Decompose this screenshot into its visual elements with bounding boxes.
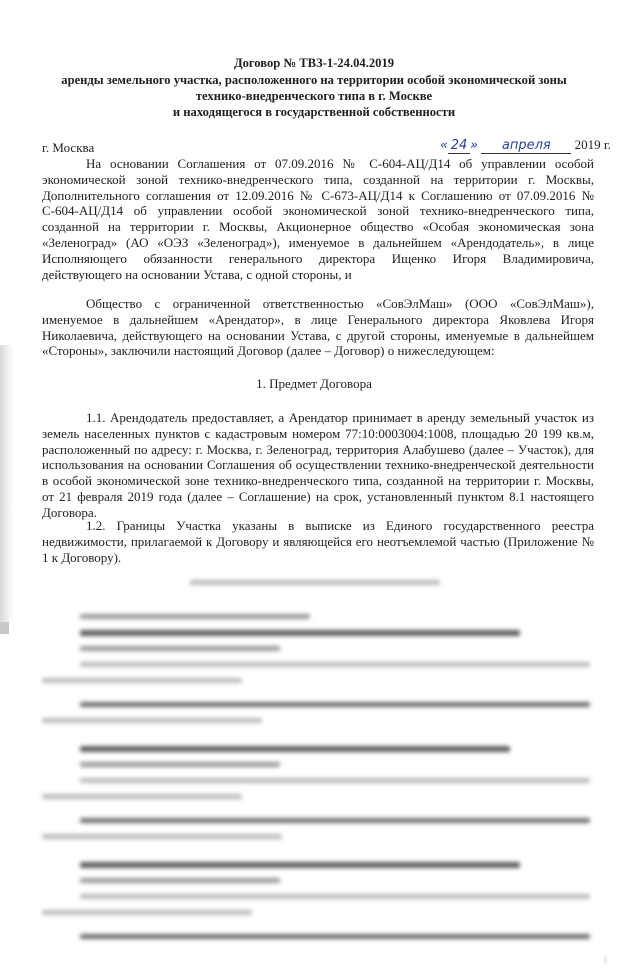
date-day-handwritten: 24 — [448, 138, 470, 154]
contract-city: г. Москва — [42, 140, 95, 155]
blurred-line — [80, 614, 310, 619]
section-heading: 1. Предмет Договора — [256, 376, 372, 391]
preamble-paragraph: Общество с ограниченной ответственностью «СовЭлМаш» (ООО «СовЭлМаш»), именуемое в дальнейшем «Арендатор», в лице Генерального директора Яковлева Игоря Николаевича, действующего на основании Устава, с другой стороны, именуемые в дальнейшем «Стороны», заключили настоящий Договор (далее – Договор) о нижеследующем: — [42, 296, 594, 359]
page-number: 1 — [603, 955, 608, 965]
blurred-line — [80, 894, 590, 899]
quote-open: « — [440, 138, 449, 153]
blurred-text-region — [0, 560, 628, 980]
blurred-line — [190, 580, 440, 585]
contract-number-title: Договор № ТВЗ-1-24.04.2019 — [233, 56, 395, 70]
preamble-paragraph: На основании Соглашения от 07.09.2016 № С-604-АЦ/Д14 об управлении особой экономической зоной технико-внедренческого типа, созданной на территории г. Москвы, Дополнительного соглашения от 12.09.2016 № С-673-АЦ/Д14 к Соглашению от 07.09.2016 № С-604-АЦ/Д14 об управлении особой экономической зоной технико-внедренческого типа, созданной на территории г. Москвы, Акционерное общество «Особая экономическая зона «Зеленоград» (АО «ОЭЗ «Зеленоград»), именуемое в дальнейшем «Арендодатель», в лице Исполняющего обязанности генерального директора Ищенко Игоря Владимировича, действующего на основании Устава, с одной стороны, и — [42, 156, 594, 282]
blurred-line — [80, 630, 520, 636]
blurred-line — [80, 934, 590, 939]
contract-subtitle-line: аренды земельного участка, расположенного на территории особой экономической зоны — [61, 73, 567, 87]
blurred-line — [80, 746, 510, 752]
blurred-line — [42, 718, 262, 723]
contract-subtitle-line: технико-внедренческого типа в г. Москве — [195, 89, 433, 103]
blurred-line — [42, 678, 242, 683]
date-month-handwritten: апреля — [481, 138, 571, 154]
blurred-line — [80, 818, 590, 823]
blurred-line — [80, 878, 280, 883]
blurred-line — [42, 910, 252, 915]
contract-subtitle-line: и находящегося в государственной собственности — [172, 105, 456, 119]
blurred-line — [80, 762, 280, 767]
blurred-line — [80, 662, 590, 667]
blurred-line — [80, 646, 280, 651]
blurred-line — [42, 794, 242, 799]
blurred-line — [80, 702, 590, 707]
clause-paragraph: 1.1. Арендодатель предоставляет, а Арендатор принимает в аренду земельный участок из земель населенных пунктов с кадастровым номером 77:10:0003004:1008, площадью 20 199 кв.м, расположенный по адресу: г. Москва, г. Зеленоград, территория Алабушево (далее – Участок), для использования на основании Соглашения об осуществлении технико-внедренческой деятельности в особой экономической зоне технико-внедренческого типа, созданной на территории г. Москвы, от 21 февраля 2019 года (далее – Соглашение) на срок, установленный пунктом 8.1 настоящего Договора. — [42, 410, 594, 520]
clause-paragraph: 1.2. Границы Участка указаны в выписке из Единого государственного реестра недвижимости, прилагаемой к Договору и являющейся его неотъемлемой частью (Приложение № 1 к Договору). — [42, 518, 594, 565]
contract-date — [440, 137, 611, 154]
blurred-line — [42, 834, 282, 839]
blurred-line — [80, 778, 590, 783]
quote-close: » — [470, 138, 479, 153]
date-year: 2019 г. — [574, 137, 611, 152]
blurred-line — [80, 862, 520, 868]
